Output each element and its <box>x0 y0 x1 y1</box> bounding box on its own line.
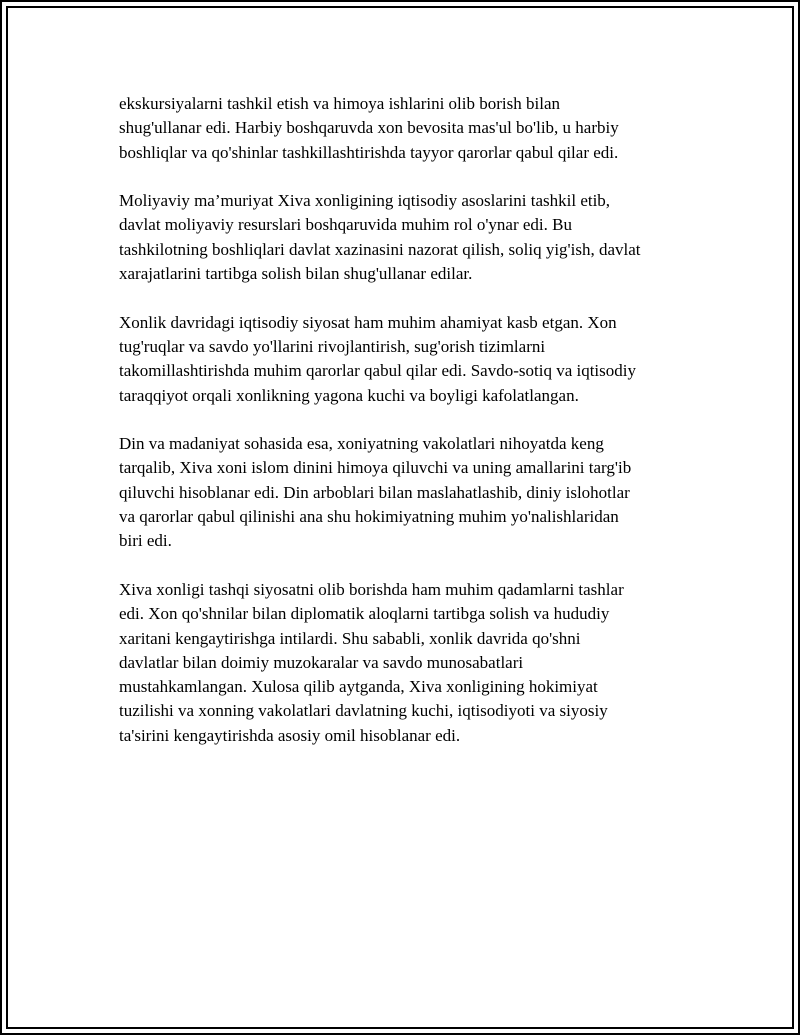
text-line: shug'ullanar edi. Harbiy boshqaruvda xon bevosita mas'ul bo'lib, u harbiy <box>119 118 619 138</box>
text-line: Din va madaniyat sohasida esa, xoniyatning vakolatlari nihoyatda keng <box>119 434 604 454</box>
text-line: takomillashtirishda muhim qarorlar qabul qilar edi. Savdo-sotiq va iqtisodiy <box>119 361 636 381</box>
text-line: mustahkamlangan. Xulosa qilib aytganda, Xiva xonligining hokimiyat <box>119 677 598 697</box>
text-line: ta'sirini kengaytirishda asosiy omil hisoblanar edi. <box>119 725 461 745</box>
text-line: ekskursiyalarni tashkil etish va himoya ishlarini olib borish bilan <box>119 94 560 113</box>
text-line: xaritani kengaytirishga intilardi. Shu sababli, xonlik davrida qo'shni <box>119 628 581 648</box>
text-line: Xiva xonligi tashqi siyosatni olib borishda ham muhim qadamlarni tashlar <box>119 579 624 599</box>
text-line: va qarorlar qabul qilinishi ana shu hokimiyatning muhim yo'nalishlaridan <box>119 507 619 527</box>
text-line: biri edi. <box>119 531 172 551</box>
text-line: Xonlik davridagi iqtisodiy siyosat ham muhim ahamiyat kasb etgan. Xon <box>119 312 617 332</box>
paragraph-foreign-policy <box>119 578 694 748</box>
text-line: tarqalib, Xiva xoni islom dinini himoya qiluvchi va uning amallarini targ'ib <box>119 458 632 478</box>
text-line: taraqqiyot orqali xonlikning yagona kuchi va boyligi kafolatlangan. <box>119 385 579 405</box>
text-line: xarajatlarini tartibga solish bilan shug'ullanar edilar. <box>119 264 473 284</box>
paragraph-military <box>119 92 694 165</box>
text-line: tug'ruqlar va savdo yo'llarini rivojlantirish, sug'orish tizimlarni <box>119 336 546 356</box>
text-line: davlatlar bilan doimiy muzokaralar va savdo munosabatlari <box>119 652 524 672</box>
text-line: tashkilotning boshliqlari davlat xazinasini nazorat qilish, soliq yig'ish, davlat <box>119 239 641 259</box>
document-body <box>119 92 694 772</box>
text-line: qiluvchi hisoblanar edi. Din arboblari bilan maslahatlashib, diniy islohotlar <box>119 482 630 502</box>
text-line: edi. Xon qo'shnilar bilan diplomatik aloqlarni tartibga solish va hududiy <box>119 604 610 624</box>
paragraph-religion <box>119 432 694 553</box>
text-line: boshliqlar va qo'shinlar tashkillashtirishda tayyor qarorlar qabul qilar edi. <box>119 142 619 162</box>
paragraph-economy <box>119 311 694 408</box>
text-line: Moliyaviy ma’muriyat Xiva xonligining iqtisodiy asoslarini tashkil etib, <box>119 191 611 211</box>
paragraph-finance <box>119 189 694 286</box>
text-line: davlat moliyaviy resurslari boshqaruvida muhim rol o'ynar edi. Bu <box>119 215 572 235</box>
text-line: tuzilishi va xonning vakolatlari davlatning kuchi, iqtisodiyoti va siyosiy <box>119 701 608 721</box>
